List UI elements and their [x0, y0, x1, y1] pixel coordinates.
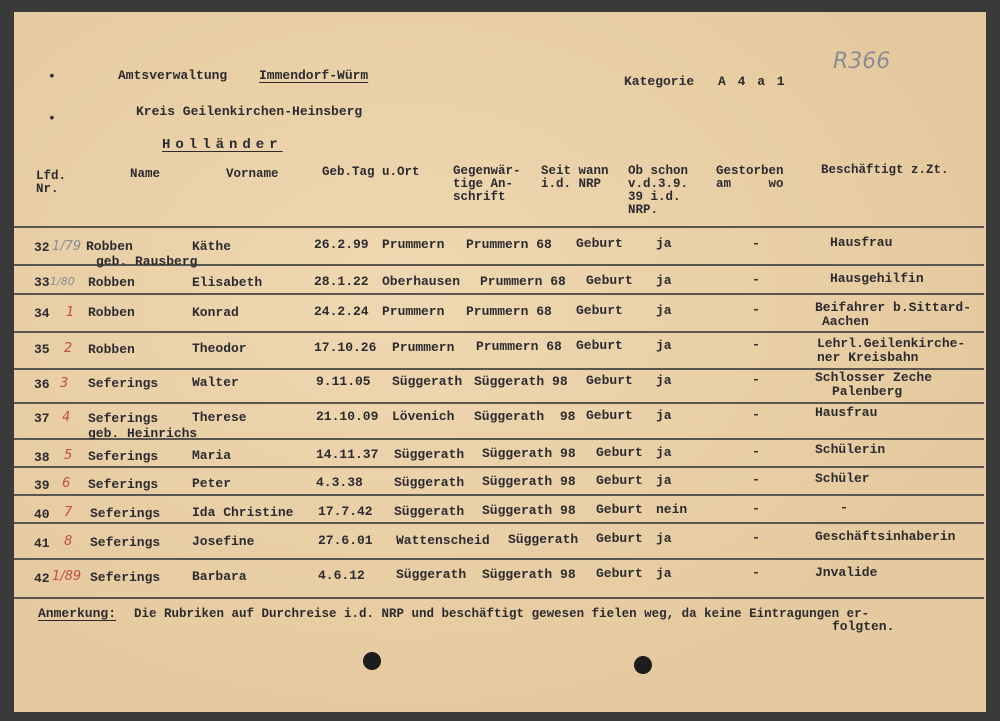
birth-date: 17.10.26: [314, 340, 377, 355]
died: -: [752, 472, 760, 487]
birth-place: Süggerath: [394, 504, 465, 519]
col-gestorben: Gestorben am wo: [716, 164, 784, 191]
bullet: •: [48, 69, 56, 84]
since: Geburt: [596, 502, 643, 517]
place-name: Immendorf-Würm: [259, 68, 369, 83]
category-value: A 4 a 1: [718, 74, 787, 89]
birth-date: 27.6.01: [318, 533, 373, 548]
address: Süggerath 98: [482, 446, 576, 461]
birth-date: 26.2.99: [314, 237, 369, 252]
red-mark: 5: [64, 448, 73, 463]
birth-place: Prummern: [392, 340, 455, 355]
birth-date: 24.2.24: [314, 304, 369, 319]
address: Prummern 68: [466, 304, 552, 319]
occupation: -: [840, 500, 848, 515]
birth-place: Süggerath: [394, 475, 465, 490]
row-number: 36: [34, 377, 50, 392]
died: -: [752, 565, 760, 580]
died: -: [752, 407, 760, 422]
birth-place: Lövenich: [392, 409, 455, 424]
address: Süggerath 98: [482, 567, 576, 582]
district: Kreis Geilenkirchen-Heinsberg: [136, 104, 363, 119]
died: -: [752, 236, 760, 251]
red-mark: 2: [64, 341, 73, 356]
birth-place: Prummern: [382, 237, 445, 252]
firstname: Walter: [192, 375, 239, 390]
birth-place: Wattenscheid: [396, 533, 490, 548]
occupation-cont: Aachen: [822, 314, 869, 329]
firstname: Ida Christine: [192, 505, 294, 520]
row-number: 35: [34, 342, 50, 357]
bullet: •: [48, 111, 56, 126]
firstname: Peter: [192, 476, 232, 491]
rule: [14, 331, 984, 333]
punch-hole: [634, 656, 652, 674]
surname: Robben: [88, 342, 135, 357]
occupation: Schlosser Zeche: [815, 370, 933, 385]
firstname: Maria: [192, 448, 232, 463]
row-number: 40: [34, 507, 50, 522]
address: Prummern 68: [480, 274, 566, 289]
occupation: Beifahrer b.Sittard-: [815, 300, 972, 315]
occupation: Schüler: [815, 471, 870, 486]
address: Prummern 68: [466, 237, 552, 252]
surname: Seferings: [90, 506, 161, 521]
birth-date: 21.10.09: [316, 409, 379, 424]
row-number: 38: [34, 450, 50, 465]
occupation: Hausfrau: [830, 235, 893, 250]
surname: Seferings: [88, 477, 159, 492]
before-1939: ja: [656, 531, 672, 546]
before-1939: ja: [656, 445, 672, 460]
birth-place: Süggerath: [394, 447, 465, 462]
row-number: 33: [34, 275, 50, 290]
birth-date: 9.11.05: [316, 374, 371, 389]
since: Geburt: [576, 338, 623, 353]
address: Süggerath 98: [474, 374, 568, 389]
col-lfd: Lfd. Nr.: [36, 169, 67, 196]
surname: Seferings: [88, 376, 159, 391]
occupation: Geschäftsinhaberin: [815, 529, 956, 544]
before-1939: ja: [656, 473, 672, 488]
col-seit: Seit wann i.d. NRP: [541, 164, 609, 191]
surname: Seferings: [88, 449, 159, 464]
rule: [14, 558, 984, 560]
address: Süggerath: [508, 532, 579, 547]
row-number: 42: [34, 571, 50, 586]
firstname: Barbara: [192, 569, 247, 584]
birth-date: 28.1.22: [314, 274, 369, 289]
since: Geburt: [596, 531, 643, 546]
before-1939: ja: [656, 303, 672, 318]
col-name: Name: [130, 167, 161, 181]
red-mark: 1: [66, 305, 75, 320]
occupation-cont: ner Kreisbahn: [817, 350, 919, 365]
red-mark: 1/89: [52, 569, 82, 584]
address: Süggerath 98: [474, 409, 576, 424]
rule: [14, 494, 984, 496]
rule: [14, 293, 984, 295]
note-text-cont: folgten.: [832, 619, 895, 634]
firstname: Therese: [192, 410, 247, 425]
before-1939: ja: [656, 408, 672, 423]
before-1939: ja: [656, 373, 672, 388]
admin-label: Amtsverwaltung: [118, 68, 228, 83]
died: -: [752, 530, 760, 545]
occupation: Hausfrau: [815, 405, 878, 420]
page-title: Holländer: [162, 137, 283, 153]
address: Prummern 68: [476, 339, 562, 354]
firstname: Konrad: [192, 305, 239, 320]
row-number: 37: [34, 411, 50, 426]
birth-date: 14.11.37: [316, 447, 379, 462]
birth-place: Oberhausen: [382, 274, 461, 289]
died: -: [752, 337, 760, 352]
row-number: 34: [34, 306, 50, 321]
occupation: Hausgehilfin: [830, 271, 924, 286]
red-mark: 8: [64, 534, 73, 549]
rule: [14, 597, 984, 599]
red-mark: 6: [62, 476, 71, 491]
red-mark: 3: [60, 376, 69, 391]
category-label: Kategorie: [624, 74, 695, 89]
before-1939: ja: [656, 566, 672, 581]
rule: [14, 402, 984, 404]
red-mark: 4: [62, 410, 71, 425]
surname-note: geb. Rausberg: [96, 254, 198, 269]
before-1939: nein: [656, 502, 688, 517]
col-beschaeftigt: Beschäftigt z.Zt.: [821, 163, 949, 177]
firstname: Theodor: [192, 341, 247, 356]
firstname: Käthe: [192, 239, 232, 254]
note-label: Anmerkung:: [38, 606, 117, 621]
before-1939: ja: [656, 236, 672, 251]
red-mark: 7: [64, 505, 73, 520]
birth-date: 4.6.12: [318, 568, 365, 583]
surname: Seferings: [88, 411, 159, 426]
punch-hole: [363, 652, 381, 670]
before-1939: ja: [656, 273, 672, 288]
birth-place: Süggerath: [396, 567, 467, 582]
row-number: 39: [34, 478, 50, 493]
occupation: Schülerin: [815, 442, 886, 457]
address: Süggerath 98: [482, 503, 576, 518]
since: Geburt: [586, 273, 633, 288]
before-1939: ja: [656, 338, 672, 353]
since: Geburt: [596, 445, 643, 460]
surname: Seferings: [90, 570, 161, 585]
birth-date: 4.3.38: [316, 475, 363, 490]
since: Geburt: [586, 373, 633, 388]
died: -: [752, 302, 760, 317]
occupation: Lehrl.Geilenkirche-: [817, 336, 966, 351]
row-number: 32: [34, 240, 50, 255]
surname: Robben: [86, 239, 133, 254]
occupation: Jnvalide: [815, 565, 878, 580]
rule: [14, 226, 984, 228]
address: Süggerath 98: [482, 474, 576, 489]
died: -: [752, 272, 760, 287]
surname: Seferings: [90, 535, 161, 550]
pencil-mark: 1/79: [52, 239, 82, 254]
rule: [14, 522, 984, 524]
row-number: 41: [34, 536, 50, 551]
since: Geburt: [576, 303, 623, 318]
died: -: [752, 372, 760, 387]
col-geb: Geb.Tag u.Ort: [322, 165, 420, 179]
surname: Robben: [88, 305, 135, 320]
firstname: Elisabeth: [192, 275, 263, 290]
birth-place: Süggerath: [392, 374, 463, 389]
birth-place: Prummern: [382, 304, 445, 319]
col-anschrift: Gegenwär- tige An- schrift: [453, 164, 521, 204]
died: -: [752, 444, 760, 459]
since: Geburt: [596, 566, 643, 581]
note-text: Die Rubriken auf Durchreise i.d. NRP und beschäftigt gewesen fielen weg, da keine Eintragungen er-: [134, 607, 870, 621]
col-ob: Ob schon v.d.3.9. 39 i.d. NRP.: [628, 164, 689, 217]
died: -: [752, 501, 760, 516]
pencil-reference: R366: [833, 49, 891, 74]
surname: Robben: [88, 275, 135, 290]
since: Geburt: [576, 236, 623, 251]
since: Geburt: [586, 408, 633, 423]
col-vorname: Vorname: [226, 167, 279, 181]
pencil-mark: 1/80: [50, 275, 75, 288]
since: Geburt: [596, 473, 643, 488]
surname-note: geb. Heinrichs: [88, 426, 198, 441]
birth-date: 17.7.42: [318, 504, 373, 519]
occupation-cont: Palenberg: [832, 384, 903, 399]
rule: [14, 466, 984, 468]
firstname: Josefine: [192, 534, 255, 549]
